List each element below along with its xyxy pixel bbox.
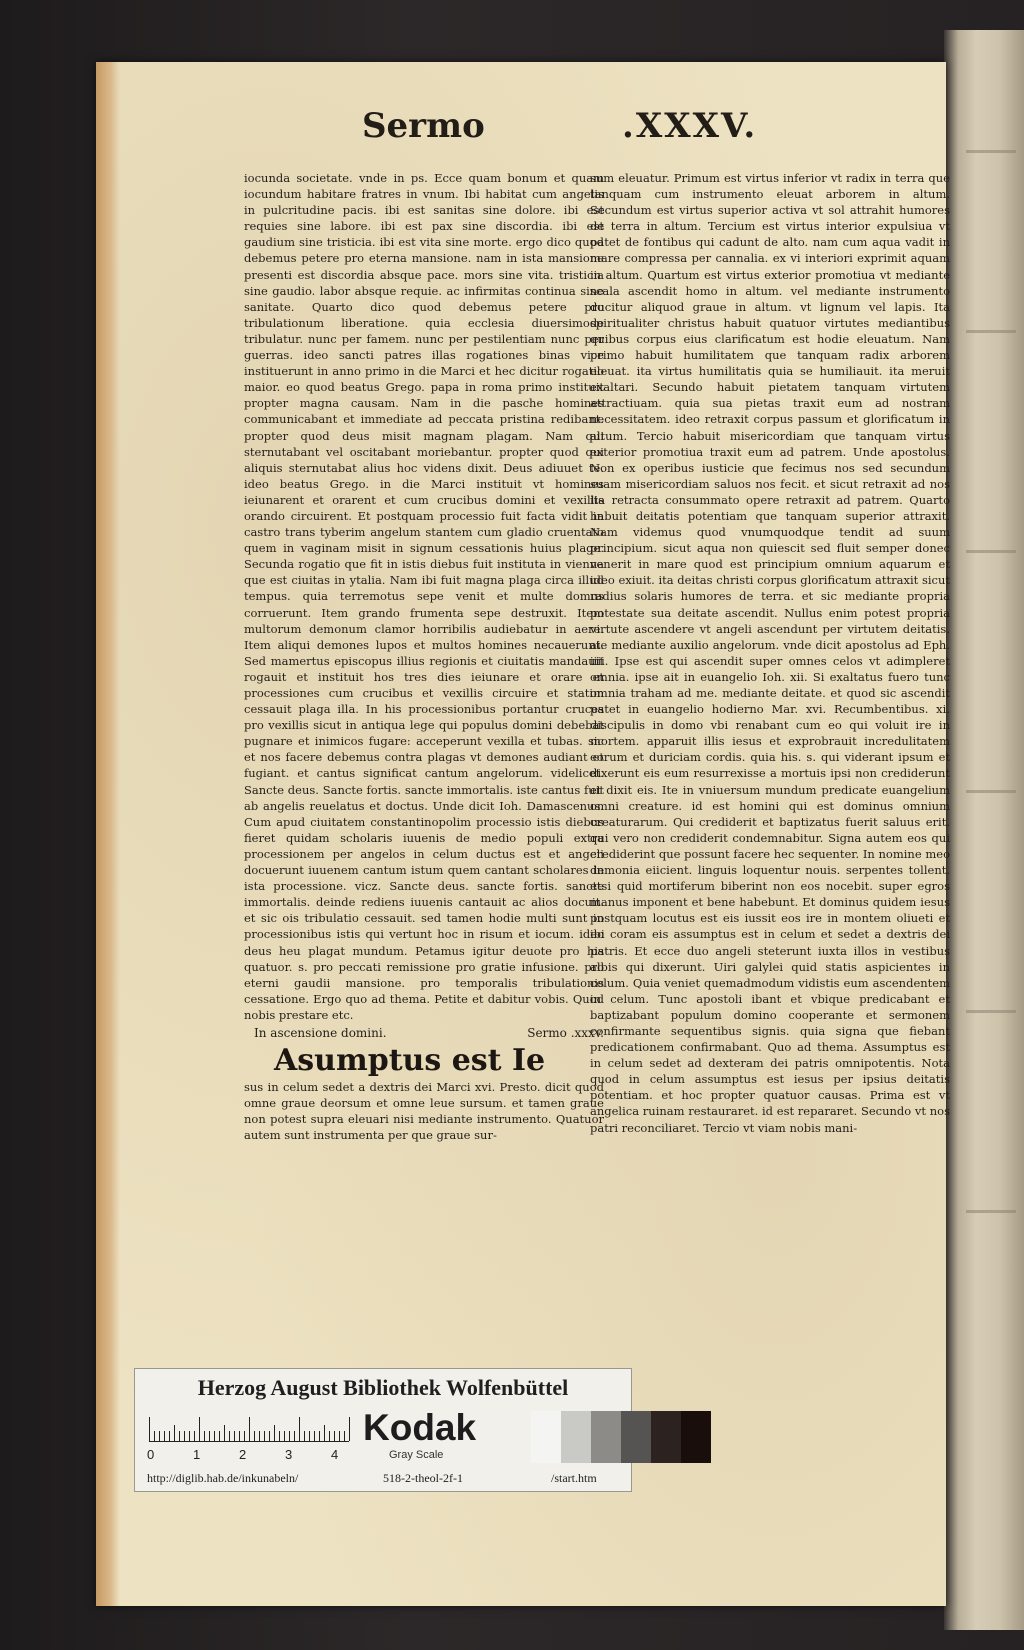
gray-patch (561, 1411, 591, 1463)
shelfmark: 518-2-theol-2f-1 (383, 1471, 463, 1485)
running-header (96, 106, 946, 156)
ruler-tick (319, 1431, 320, 1441)
ruler-number: 0 (147, 1447, 155, 1462)
ruler-tick (324, 1425, 325, 1441)
library-name: Herzog August Bibliothek Wolfenbüttel (197, 1375, 569, 1400)
ruler-tick (329, 1431, 330, 1441)
rubric-number: Sermo .xxxv. (527, 1025, 604, 1040)
edge-line (966, 330, 1016, 333)
ruler-tick (164, 1431, 165, 1441)
header-sermo: Sermo (362, 106, 485, 146)
ruler-tick (179, 1431, 180, 1441)
ruler-tick (219, 1431, 220, 1441)
url-suffix: /start.htm (551, 1471, 597, 1485)
ruler-number: 4 (331, 1447, 339, 1462)
left-paragraph: iocunda societate. vnde in ps. Ecce quam bonum et quam iocundum habitare fratres in vnum. Ibi habitat cum angelis in pulcritudine pacis. ibi est sanitas sine dolore. ibi est requies sine labore. ibi est pax sine discordia. ibi est gaudium sine tristicia. ibi est vita sine morte. ergo dico quod debemus petere pro eterna mansione. nam in ista mansione presenti est discordia absque pace. mors sine vita. tristicia sine gaudio. labor absque requie. ac infirmitas continua sine sanitate. Quarto dico quod debemus petere pro tribulationum liberatione. quia ecclesia diuersimode tribulatur. nunc per famem. nunc per pestilentiam nunc per guerras. ideo sancti patres illas rogationes binas vice instituerunt in anno primo in die Marci et hec dicitur rogatio maior. eo quod beatus Grego. papa in roma primo instituit propter magna causam. Nam in die pasche homines communicabant et immediate ad peccata pristina redibant. propter quod deus misit magnam plagam. Nam qui sternutabant vel oscitabant moriebantur. propter quod qui aliquis sternutabat alius hoc videns dixit. Deus adiuuet te. ideo beatus Grego. in die Marci instituit vt homines ieiunarent et orarent et cum crucibus domini et vexillis orando circuirent. Et postquam processio fuit facta vidit in castro trans tyberim angelum stantem cum gladio cruentato quem in vaginam misit in signum cessationis huius plage. Secunda rogatio que fit in istis diebus fuit instituta in vienna que est ciuitas in ytalia. Nam ibi fuit magna plaga circa illud tempus. quia terremotus sepe venit et multe domus corruerunt. Item grando frumenta sepe destruxit. Item multorum demonum clamor horribilis audiebatur in aere. Item aliqui demones lupos et multos homines necauerunt. Sed mamertus episcopus illius regionis et ciuitatis mandauit rogauit et instituit hos tres dies ieiunare et orare et processiones cum crucibus et vexillis circuire et statim cessauit plaga illa. In his processionibus portantur cruces pro vexillis sicut in antiqua lege qui populus domini debebat pugnare et inimicos fugare: acceperunt vexilla et tubas. sic et nos facere debemus contra plagas vt demones audiant et fugiant. et cantus significat cantum angelorum. videlicet. Sancte deus. Sancte fortis. sancte immortalis. iste cantus fuit ab angelis reuelatus et doctus. Unde dicit Ioh. Damascenus. Cum apud ciuitatem constantinopolim processio istis diebus fieret quidam scholaris iuuenis de medio populi extra processionem per angelos in celum ductus est et angeli docuerunt iuuenem cantum istum quem cantant scholares in ista processione. vicz. Sancte deus. sancte fortis. sancte immortalis. deinde rediens iuuenis cantauit ac alios docuit. et sic ois tribulatio cessauit. sed tamen hodie multi sunt in processionibus istis qui vertunt hoc in risum et iocum. ideo deus heu plagat mundum. Petamus igitur deuote pro his quatuor. s. pro peccati remissione pro gratie infusione. pro eterni gaudii mansione. pro temporalis tribulationis cessatione. Ergo quo ad thema. Petite et dabitur vobis. Quod nobis prestare etc. (244, 171, 604, 1022)
gray-patch (651, 1411, 681, 1463)
ruler-tick (289, 1431, 290, 1441)
edge-line (966, 150, 1016, 153)
ruler-tick (154, 1431, 155, 1441)
ruler-tick (229, 1431, 230, 1441)
ruler-tick (274, 1425, 275, 1441)
ruler-tick (149, 1417, 150, 1441)
ruler-tick (254, 1431, 255, 1441)
ruler-tick (209, 1431, 210, 1441)
sermon-incipit: Asumptus est Ie (274, 1042, 546, 1078)
ruler-tick (294, 1431, 295, 1441)
ruler-tick (279, 1431, 280, 1441)
ruler-tick (259, 1431, 260, 1441)
left-text-column (244, 170, 604, 1143)
ruler-tick (314, 1431, 315, 1441)
gray-patch (591, 1411, 621, 1463)
ruler-tick (249, 1417, 250, 1441)
ruler-number: 2 (239, 1447, 247, 1462)
ruler-tick (194, 1431, 195, 1441)
page-edge-stain (96, 62, 120, 1606)
ruler-tick (309, 1431, 310, 1441)
edge-line (966, 1210, 1016, 1213)
edge-line (966, 790, 1016, 793)
ruler-tick (244, 1431, 245, 1441)
source-url: http://diglib.hab.de/inkunabeln/ (147, 1471, 299, 1485)
adjacent-page-edge (944, 30, 1024, 1630)
right-paragraph: sum eleuatur. Primum est virtus inferior vt radix in terra que tanquam cum instrumento eleuat arborem in altum. Secundum est virtus superior activa vt sol attrahit humores de terra in altum. Tercium est virtus interior expulsiua vt patet de fontibus qui cadunt de alto. nam cum aqua vadit in mare compressa per cannalia. ex vi interiori exprimit aquam in altum. Quartum est virtus exterior promotiua vt mediante scala ascendit homo in altum. vel mediante instrumento ducitur aliquod graue in altum. vt lignum vel lapis. Ita spiritualiter christus habuit quatuor virtutes mediantibus quibus corpus eius clarificatum est hodie eleuatum. Nam primo habuit humilitatem que tanquam radix arborem eleuat. ita virtus humilitatis quia se humiliauit. ita meruit exaltari. Secundo habuit pietatem tanquam virtutem attractiuam. quia sua pietas traxit eum ad nostram necessitatem. ideo retraxit corpus passum et glorificatum in altum. Tercio habuit misericordiam que tanquam virtus exterior promotiua traxit eum ad patrem. Unde apostolus. Non ex operibus iusticie que fecimus nos sed secundum suam misericordiam saluos nos fecit. et sicut retraxit ad nos ita retracta consummato opere retraxit ad patrem. Quarto habuit deitatis potentiam que tanquam superior attraxit. Nam videmus quod vnumquodque tendit ad suum principium. sicut aqua non quiescit sed fluit semper donec venerit in mare quod est principium omnium aquarum et ideo exiuit. ita deitas christi corpus glorificatum attraxit sicut radius solaris humores de terra. et sic mediante propria potestate sua deitate ascendit. Nullus enim potest propria virtute ascendere vt angeli ascendunt per virtutem deitatis. aie mediante auxilio angelorum. vnde dicit apostolus ad Eph. iiii. Ipse est qui ascendit super omnes celos vt adimpleret omnia. ipse ait in euangelio Ioh. xii. Si exaltatus fuero tunc omnia traham ad me. mediante deitate. et quod sic ascendit patet in euangelio hodierno Mar. xvi. Recumbentibus. xi. discipulis in domo vbi renabant cum eo qui voluit ire in mortem. apparuit illis iesus et exprobrauit incredulitatem eorum et duriciam cordis. quia his. s. qui viderant ipsum et dixerunt eis eum resurrexisse a mortuis ipsi non crediderunt et dixit eis. Ite in vniuersum mundum predicate euangelium omni creature. id est homini qui est dominus omnium creaturarum. Qui crediderit et baptizatus fuerit saluus erit. qui vero non crediderit condemnabitur. Signa autem eos qui crediderint que possunt facere hec sequenter. In nomine meo demonia eiicient. linguis loquentur nouis. serpentes tollent. etsi quid mortiferum biberint non eos nocebit. super egros manus imponent et bene habebunt. Et dominus quidem iesus postquam locutus est eis iussit eos ire in montem oliueti et ibi coram eis assumptus est in celum et sedet a dextris dei patris. Et ecce duo angeli steterunt iuxta illos in vestibus albis qui dixerunt. Uiri galylei quid statis aspicientes in celum. Quia veniet quemadmodum vidistis eum ascendentem in celum. Tunc apostoli ibant et vbique predicabant et baptizabant populum domino cooperante et sermonem confirmante sequentibus signis. quia signa que fiebant predicationem confirmabant. Quo ad thema. Assumptus est in celum sedet ad dexteram dei patris omnipotentis. Nota quod in celum assumptus est iesus per ipsius deitatis potentiam. et hoc propter quatuor causas. Prima est vt angelica ruinam restauraret. id est repararet. Secundo vt nos patri reconciliaret. Tercio vt viam nobis mani- (590, 171, 950, 1135)
gray-scale-label: Gray Scale (389, 1449, 444, 1461)
ruler-tick (334, 1431, 335, 1441)
right-text-column (590, 170, 950, 1136)
ruler-tick (269, 1431, 270, 1441)
ruler-tick (224, 1425, 225, 1441)
edge-line (966, 1010, 1016, 1013)
ruler-tick (189, 1431, 190, 1441)
ruler-tick (284, 1431, 285, 1441)
gray-patch (621, 1411, 651, 1463)
ruler-number: 3 (285, 1447, 293, 1462)
ruler-tick (264, 1431, 265, 1441)
ruler-tick (304, 1431, 305, 1441)
ruler-tick (169, 1431, 170, 1441)
ruler-number: 1 (193, 1447, 201, 1462)
ruler-tick (349, 1417, 350, 1441)
edge-line (966, 550, 1016, 553)
ruler-tick (174, 1425, 175, 1441)
ruler-tick (214, 1431, 215, 1441)
measurement-ruler (149, 1411, 349, 1442)
ruler-tick (344, 1431, 345, 1441)
ruler-tick (234, 1431, 235, 1441)
gray-patch (681, 1411, 711, 1463)
kodak-logo: Kodak (363, 1407, 477, 1448)
ruler-tick (159, 1431, 160, 1441)
ruler-tick (204, 1431, 205, 1441)
incipit-continuation: sus in celum sedet a dextris dei Marci xvi. Presto. dicit quod omne graue deorsum et omne leue sursum. et tamen graue non potest supra eleuari nisi mediante instrumento. Quatuor autem sunt instrumenta per que graue sur- (244, 1079, 604, 1143)
color-target-card (134, 1368, 632, 1492)
header-numeral: .XXXV. (622, 106, 758, 146)
ruler-tick (184, 1431, 185, 1441)
ruler-tick (299, 1417, 300, 1441)
sermon-rubric (254, 1025, 604, 1041)
ruler-tick (239, 1431, 240, 1441)
ruler-tick (199, 1417, 200, 1441)
ruler-tick (339, 1431, 340, 1441)
rubric-feast: In ascensione domini. (254, 1025, 387, 1040)
gray-patch (531, 1411, 561, 1463)
gray-scale-patches (531, 1411, 711, 1463)
